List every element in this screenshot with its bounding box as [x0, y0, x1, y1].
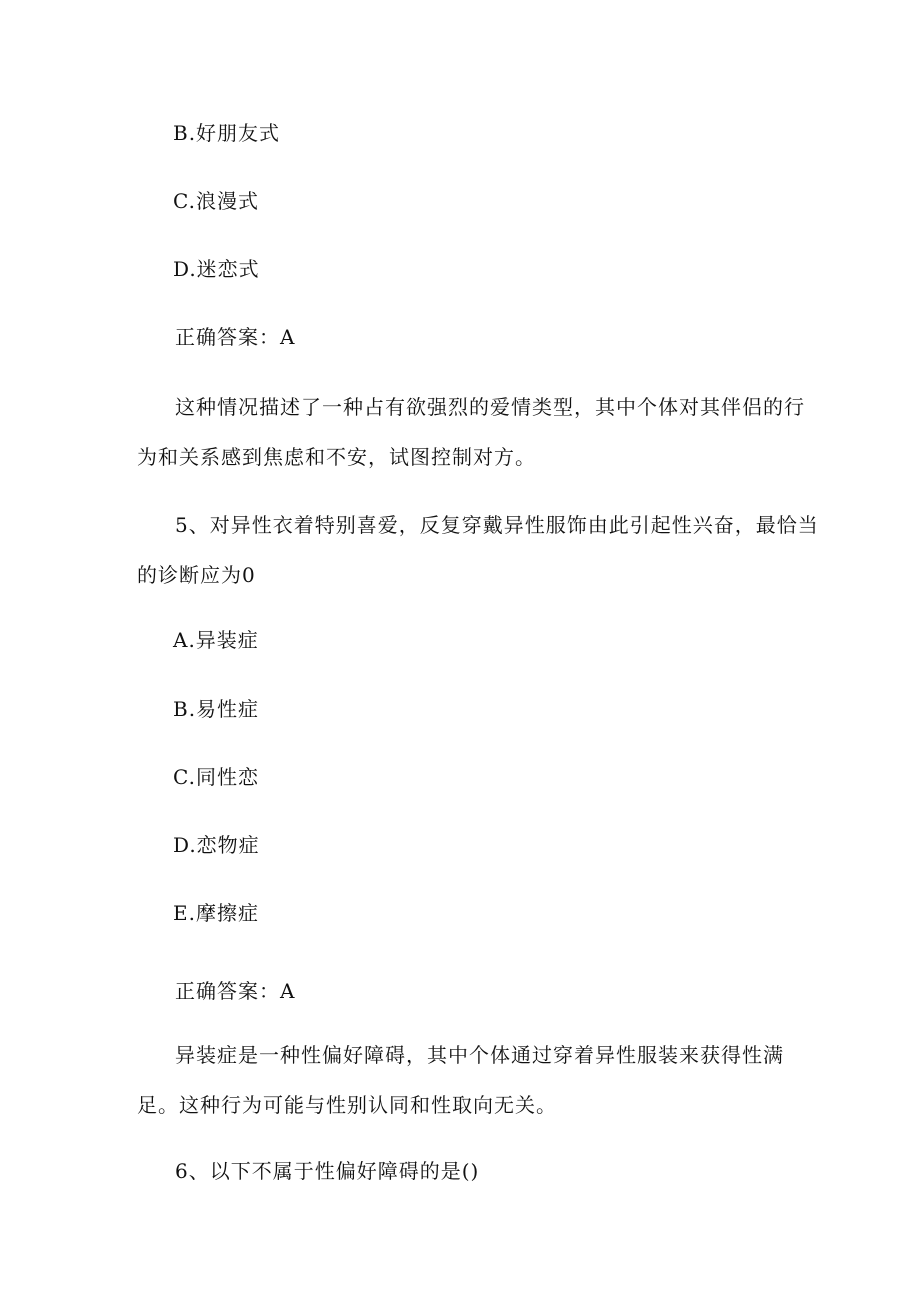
q5-explanation-line-2: 足。这种行为可能与性别认同和性取向无关。: [137, 1093, 557, 1117]
q4-option-d: D.迷恋式: [173, 257, 260, 281]
q5-option-c: C.同性恋: [173, 765, 259, 789]
q4-explanation-line-2: 为和关系感到焦虑和不安，试图控制对方。: [137, 445, 536, 469]
q5-option-e: E.摩擦症: [173, 901, 259, 925]
q4-answer: 正确答案：A: [175, 325, 296, 349]
q4-option-b: B.好朋友式: [173, 121, 281, 145]
q4-explanation-line-1: 这种情况描述了一种占有欲强烈的爱情类型，其中个体对其伴侣的行: [175, 395, 805, 419]
q5-question-line-2: 的诊断应为0: [137, 563, 256, 587]
q5-option-d: D.恋物症: [173, 833, 260, 857]
q6-question: 6、以下不属于性偏好障碍的是(): [175, 1159, 480, 1183]
q4-option-c: C.浪漫式: [173, 189, 259, 213]
q5-explanation-line-1: 异装症是一种性偏好障碍，其中个体通过穿着异性服装来获得性满: [175, 1043, 784, 1067]
q5-answer: 正确答案：A: [175, 979, 296, 1003]
q5-question-line-1: 5、对异性衣着特别喜爱，反复穿戴异性服饰由此引起性兴奋，最恰当: [175, 513, 819, 537]
q5-option-b: B.易性症: [173, 697, 260, 721]
q5-option-a: A.异装症: [173, 628, 259, 652]
